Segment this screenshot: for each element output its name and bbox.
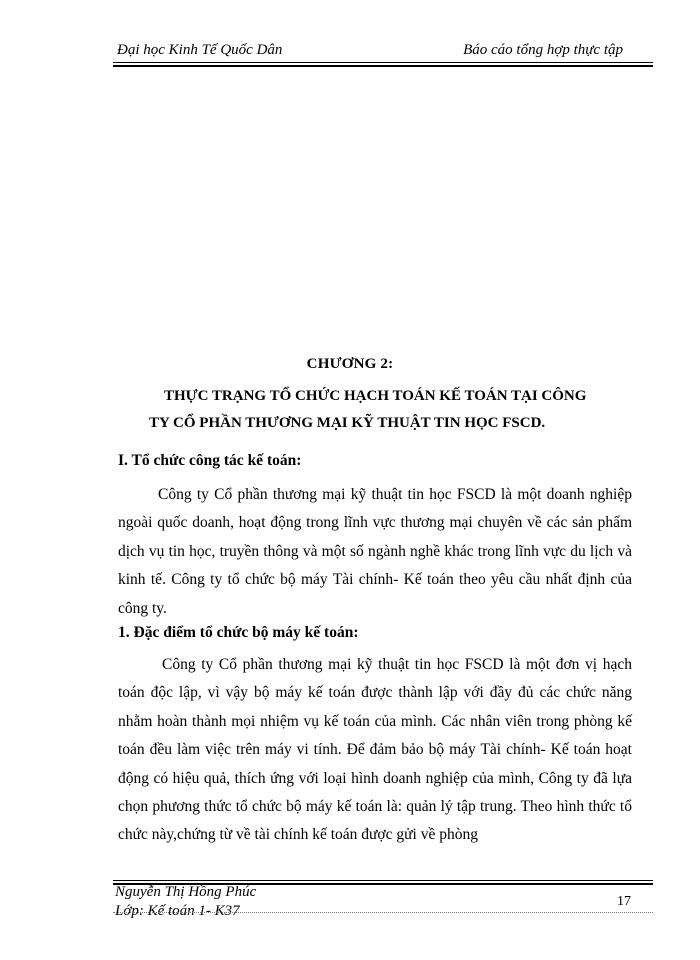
header-report-title: Báo cáo tổng hợp thực tập <box>463 42 623 58</box>
header-university: Đại học Kinh Tế Quốc Dân <box>117 42 283 58</box>
chapter-title-line1: THỰC TRẠNG TỔ CHỨC HẠCH TOÁN KẾ TOÁN TẠI CÔNG <box>164 388 587 404</box>
section-paragraph-1: Công ty Cổ phần thương mại kỹ thuật tin học FSCD là một doanh nghiệp ngoài quốc doanh, hoạt động trong lĩnh vực thương mại chuyên về các sản phẩm dịch vụ tin học, truyền thông và một số ngành nghề khác trong lĩnh vực du lịch và kinh tế. Công ty tổ chức bộ máy Tài chính- Kế toán theo yêu cầu nhất định của công ty. <box>118 486 632 617</box>
page-number: 17 <box>617 894 631 909</box>
footer-class: Lớp: Kế toán 1- K37 <box>115 903 240 919</box>
section-heading-1: I. Tổ chức công tác kế toán: <box>118 452 302 469</box>
page-header <box>113 40 653 60</box>
header-rule <box>113 62 653 67</box>
chapter-number: CHƯƠNG 2: <box>306 356 394 372</box>
footer-author: Nguyễn Thị Hồng Phúc <box>115 884 257 900</box>
chapter-title-line2: TY CỔ PHẦN THƯƠNG MẠI KỸ THUẬT TIN HỌC FSCD. <box>149 415 546 431</box>
section-heading-2: 1. Đặc điểm tổ chức bộ máy kế toán: <box>118 624 359 641</box>
footer-dotted-divider <box>113 912 653 913</box>
section-paragraph-2: Công ty Cổ phần thương mại kỹ thuật tin học FSCD là một đơn vị hạch toán độc lập, vì vậy bộ máy kế toán được thành lập với đầy đủ các chức năng nhằm hoàn thành mọi nhiệm vụ kế toán của mình. Các nhân viên trong phòng kế toán đều làm việc trên máy vi tính. Để đảm bảo bộ máy Tài chính- Kế toán hoạt động có hiệu quả, thích ứng với loại hình doanh nghiệp của mình, Công ty đã lựa chọn phương thức tổ chức bộ máy kế toán là: quản lý tập trung. Theo hình thức tổ chức này,chứng từ về tài chính kế toán được gửi về phòng <box>118 656 632 844</box>
